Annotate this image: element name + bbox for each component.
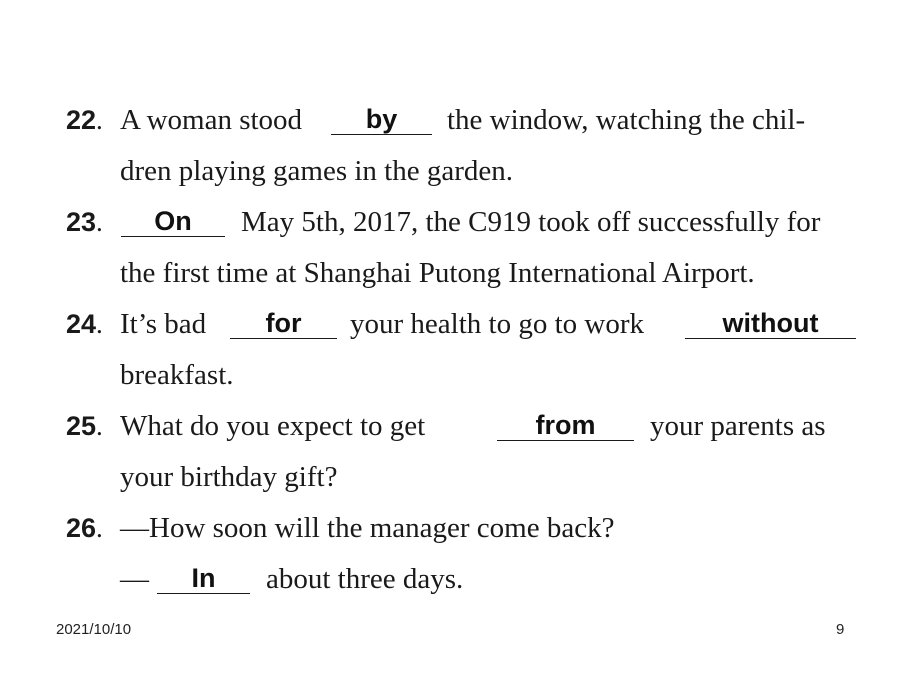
question-25-line-1 bbox=[0, 406, 900, 446]
question-24-line-1 bbox=[0, 304, 900, 344]
question-text: about three days. bbox=[266, 563, 464, 595]
footer-date: 2021/10/10 bbox=[56, 621, 132, 638]
question-23-line-2 bbox=[0, 253, 900, 293]
question-text: the first time at Shanghai Putong International Airport. bbox=[120, 257, 755, 289]
question-text: A woman stood bbox=[120, 104, 303, 136]
page-number: 9 bbox=[836, 621, 845, 638]
question-text: What do you expect to get bbox=[120, 410, 426, 442]
answer-blank bbox=[230, 306, 337, 339]
answer-text: In bbox=[191, 563, 216, 593]
question-number: 24. bbox=[66, 309, 103, 339]
question-number: 22. bbox=[66, 105, 103, 135]
answer-text: from bbox=[535, 410, 596, 440]
question-number: 25. bbox=[66, 411, 103, 441]
answer-blank bbox=[685, 306, 856, 339]
answer-text: for bbox=[265, 308, 302, 338]
question-text: your parents as bbox=[650, 410, 826, 442]
question-26-line-2 bbox=[0, 559, 900, 599]
dialogue-dash: — bbox=[120, 563, 149, 595]
question-text: —How soon will the manager come back? bbox=[120, 512, 615, 544]
question-22-line-2 bbox=[0, 151, 900, 191]
question-text: your birthday gift? bbox=[120, 461, 338, 493]
question-22-line-1 bbox=[0, 100, 900, 140]
question-text: your health to go to work bbox=[350, 308, 644, 340]
question-text: breakfast. bbox=[120, 359, 234, 391]
question-text: the window, watching the chil- bbox=[447, 104, 806, 136]
answer-blank bbox=[157, 561, 250, 594]
answer-blank bbox=[331, 102, 432, 135]
answer-text: On bbox=[154, 206, 192, 236]
question-23-line-1 bbox=[0, 202, 900, 242]
answer-text: without bbox=[722, 308, 819, 338]
question-text: May 5th, 2017, the C919 took off successfully for bbox=[241, 206, 821, 238]
question-text: It’s bad bbox=[120, 308, 207, 340]
question-26-line-1 bbox=[0, 508, 900, 548]
question-text: dren playing games in the garden. bbox=[120, 155, 513, 187]
question-25-line-2 bbox=[0, 457, 900, 497]
question-number: 23. bbox=[66, 207, 103, 237]
question-24-line-2 bbox=[0, 355, 900, 395]
question-number: 26. bbox=[66, 513, 103, 543]
answer-blank bbox=[497, 408, 634, 441]
answer-text: by bbox=[365, 104, 398, 134]
answer-blank bbox=[121, 204, 225, 237]
